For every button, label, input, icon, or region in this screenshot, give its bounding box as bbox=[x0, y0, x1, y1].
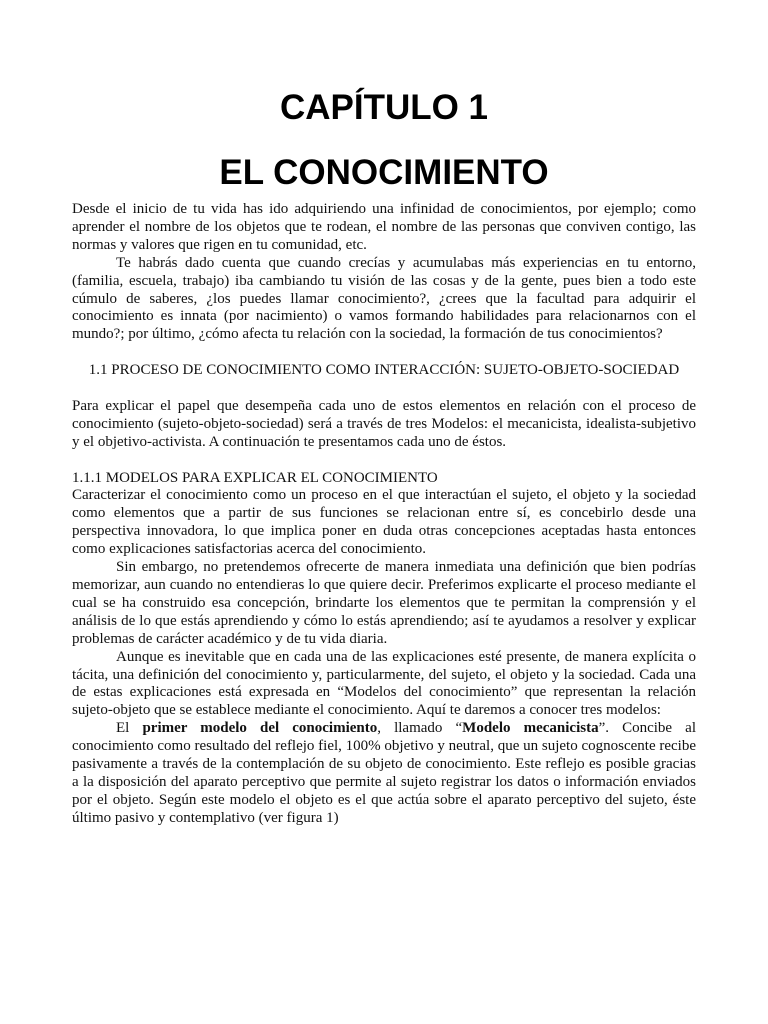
section-1-1-1-paragraph-2: Sin embargo, no pretendemos ofrecerte de manera inmediata una definición que bien podrías memorizar, aun cuando no entendieras lo que quiere decir. Preferimos explicarte el proceso mediante el cual se ha construido esa concepción, brindarte los elementos que te permitan la comprensión y el análisis de lo que estás aprendiendo y cómo lo estás aprendiendo; así te ayudamos a resolver y explicar problemas de carácter académico y de tu vida diaria. bbox=[72, 559, 696, 647]
section-1-1-1-paragraph-model bbox=[72, 720, 696, 827]
model-paragraph-lead: El bbox=[116, 720, 143, 737]
bold-term-primer-modelo: primer modelo del conocimiento bbox=[142, 720, 378, 737]
section-1-1-1-paragraph-3: Aunque es inevitable que en cada una de las explicaciones esté presente, de manera explícita o tácita, una definición del conocimiento y, particularmente, del sujeto, el objeto y la sociedad. Cada una de estas explicaciones está expresada en “Modelos del conocimiento” que representan la relación sujeto-objeto que se establece mediante el conocimiento. Aquí te daremos a conocer tres modelos: bbox=[72, 648, 696, 719]
section-heading-1-1: 1.1 PROCESO DE CONOCIMIENTO COMO INTERACCIÓN: SUJETO-OBJETO-SOCIEDAD bbox=[88, 362, 680, 379]
model-paragraph-middle: , llamado “ bbox=[377, 720, 463, 737]
section-1-1-1-paragraph-1: Caracterizar el conocimiento como un proceso en el que interactúan el sujeto, el objeto y la sociedad como elementos que a partir de sus funciones se relacionan entre sí, es concebirlo desde una perspectiva innovadora, lo que implica poner en duda otras concepciones aceptadas hasta entonces como explicaciones satisfactorias acerca del conocimiento. bbox=[72, 487, 696, 558]
body-text bbox=[72, 201, 696, 828]
model-paragraph-rest: ”. Concibe al conocimiento como resultado del reflejo fiel, 100% objetivo y neutral, que un sujeto cognoscente recibe pasivamente a través de la contemplación de su objeto de conocimiento. Este reflejo es posible gracias a la disposición del aparato perceptivo que permite al sujeto registrar los datos o información enviados por el objeto. Según este modelo el objeto es el que actúa sobre el aparato perceptivo del sujeto, éste último pasivo y contemplativo (ver figura 1) bbox=[72, 720, 696, 826]
intro-paragraph-2: Te habrás dado cuenta que cuando crecías y acumulabas más experiencias en tu entorno, (familia, escuela, trabajo) iba cambiando tu visión de las cosas y de la gente, pues bien a todo este cúmulo de saberes, ¿los puedes llamar conocimiento?, ¿crees que la facultad para adquirir el conocimiento es innata (por nacimiento) o vamos formando habilidades para relacionarnos con el mundo?; por último, ¿cómo afecta tu relación con la sociedad, la formación de tus conocimientos? bbox=[72, 254, 696, 343]
section-heading-1-1-1: 1.1.1 MODELOS PARA EXPLICAR EL CONOCIMIENTO bbox=[72, 469, 438, 486]
chapter-title: CAPÍTULO 1 bbox=[279, 88, 489, 127]
section-1-1-paragraph-1: Para explicar el papel que desempeña cada uno de estos elementos en relación con el proceso de conocimiento (sujeto-objeto-sociedad) será a través de tres Modelos: el mecanicista, idealista-subjetivo y el objetivo-activista. A continuación te presentamos cada uno de éstos. bbox=[72, 397, 696, 450]
chapter-subtitle: EL CONOCIMIENTO bbox=[219, 153, 549, 192]
bold-term-modelo-mecanicista: Modelo mecanicista bbox=[462, 720, 599, 737]
intro-paragraph-1: Desde el inicio de tu vida has ido adquiriendo una infinidad de conocimientos, por ejemplo; como aprender el nombre de los objetos que te rodean, el nombre de las personas que conviven contigo, las normas y valores que rigen en tu comunidad, etc. bbox=[72, 201, 696, 253]
